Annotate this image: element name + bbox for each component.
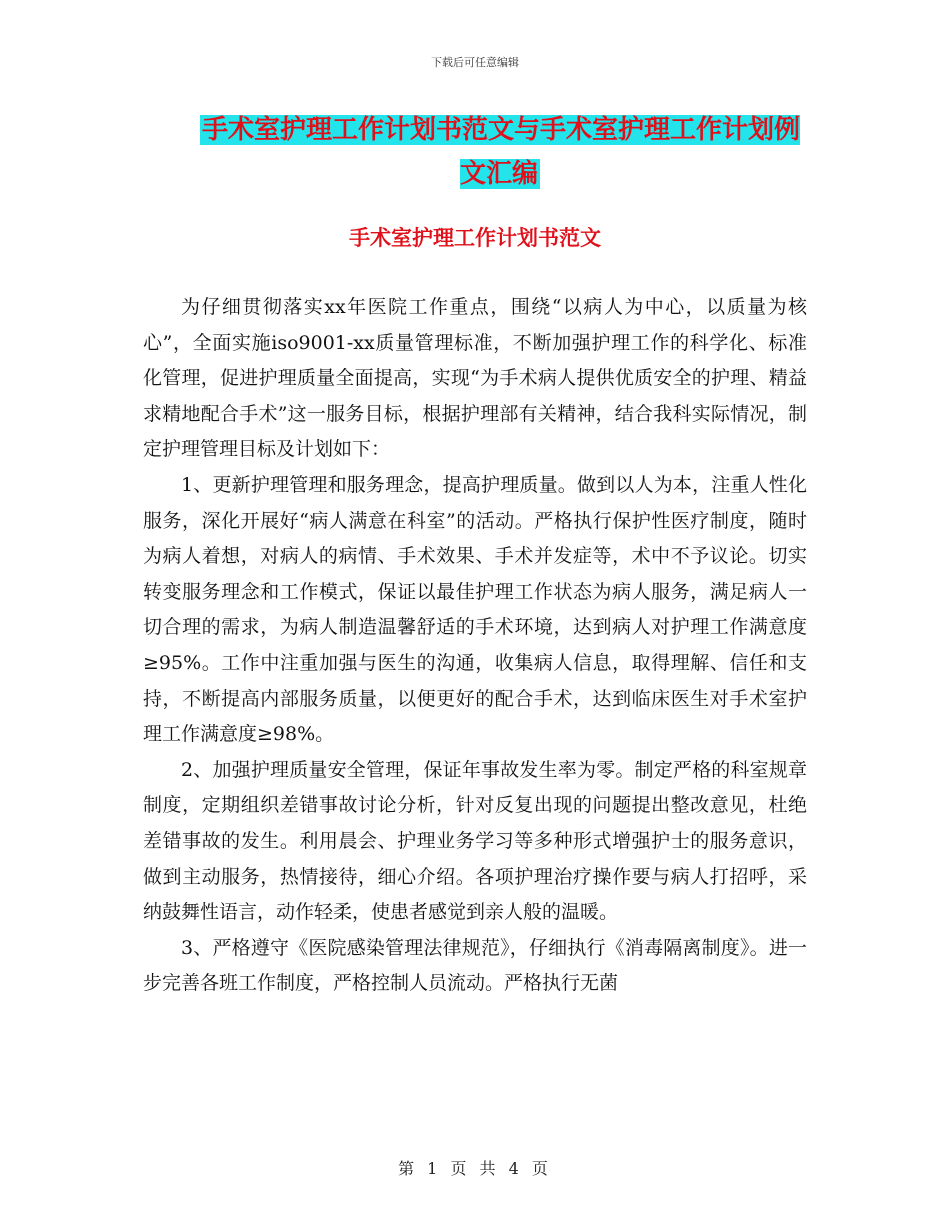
header-note: 下载后可任意编辑 — [431, 56, 519, 69]
document-title-text: 手术室护理工作计划书范文与手术室护理工作计划例文汇编 — [201, 115, 800, 189]
paragraph-item-2: 2、加强护理质量安全管理，保证年事故发生率为零。制定严格的科室规章制度，定期组织差错事故讨论分析，针对反复出现的问题提出整改意见，杜绝差错事故的发生。利用晨会、护理业务学习等多种形式增强护士的服务意识，做到主动服务，热情接待，细心介绍。各项护理治疗操作要与病人打招呼，采纳鼓舞性语言，动作轻柔，使患者感觉到亲人般的温暖。 — [143, 758, 807, 924]
paragraph-intro: 为仔细贯彻落实xx年医院工作重点，围绕“以病人为中心，以质量为核心”，全面实施iso9001-xx质量管理标准，不断加强护理工作的科学化、标准化管理，促进护理质量全面提高，实现“为手术病人提供优质安全的护理、精益求精地配合手术”这一服务目标，根据护理部有关精神，结合我科实际情况，制定护理管理目标及计划如下： — [143, 296, 807, 461]
paragraph-item-3: 3、严格遵守《医院感染管理法律规范》，仔细执行《消毒隔离制度》。进一步完善各班工作制度，严格控制人员流动。严格执行无菌 — [143, 936, 807, 995]
section-title: 手术室护理工作计划书范文 — [349, 226, 601, 250]
document-title — [190, 108, 810, 196]
paragraph-item-1: 1、更新护理管理和服务理念，提高护理质量。做到以人为本，注重人性化服务，深化开展好“病人满意在科室”的活动。严格执行保护性医疗制度，随时为病人着想，对病人的病情、手术效果、手术并发症等，术中不予议论。切实转变服务理念和工作模式，保证以最佳护理工作状态为病人服务，满足病人一切合理的需求，为病人制造温馨舒适的手术环境，达到病人对护理工作满意度≥95%。工作中注重加强与医生的沟通，收集病人信息，取得理解、信任和支持，不断提高内部服务质量，以便更好的配合手术，达到临床医生对手术室护理工作满意度≥98%。 — [143, 473, 807, 746]
page-number-footer: 第 1 页 共 4 页 — [398, 1159, 552, 1178]
body-text — [143, 290, 807, 1002]
